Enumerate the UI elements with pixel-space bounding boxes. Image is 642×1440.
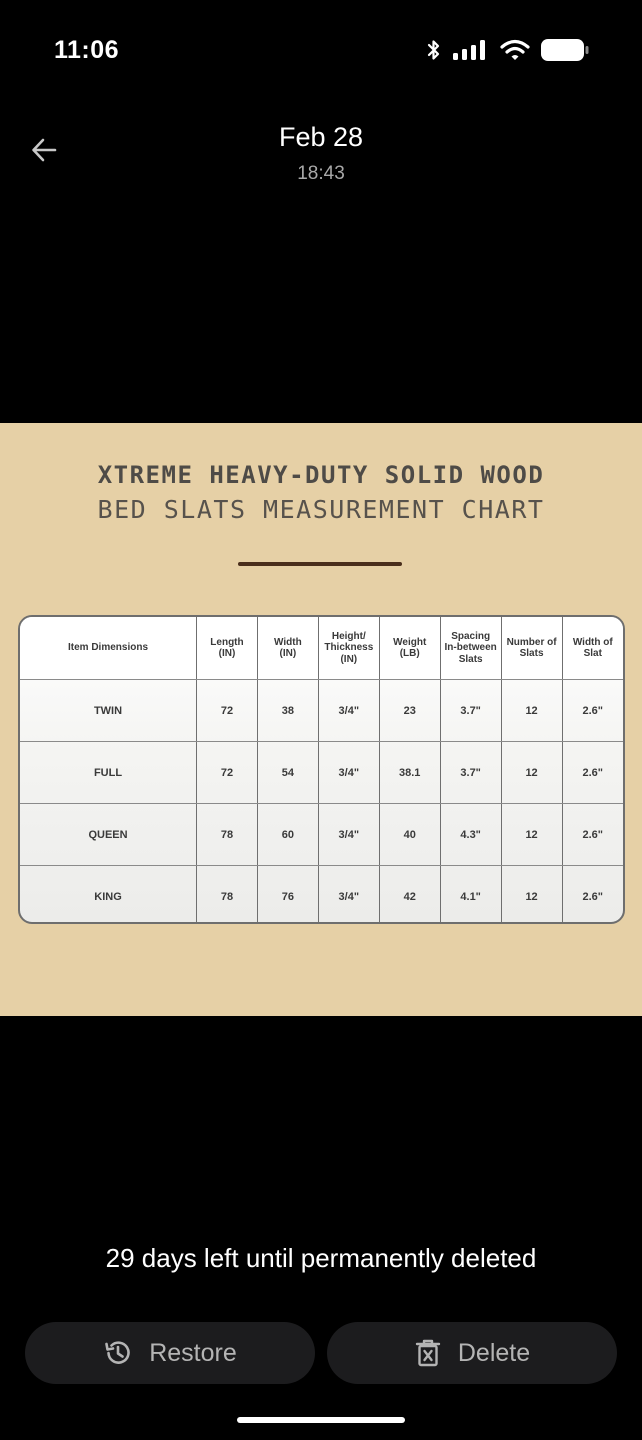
delete-label: Delete (457, 1338, 531, 1367)
chart-image-title: XTREME HEAVY-DUTY SOLID WOOD (97, 461, 545, 489)
table-cell: 12 (501, 866, 562, 925)
bluetooth-icon (426, 39, 442, 61)
photo-header (0, 100, 642, 210)
table-cell: 23 (379, 680, 440, 742)
table-row (20, 804, 623, 866)
table-cell: 12 (501, 742, 562, 804)
trash-icon (414, 1338, 442, 1368)
table-row (20, 680, 623, 742)
table-cell: 72 (197, 742, 258, 804)
table-cell: 42 (379, 866, 440, 925)
header-length: Length (IN) (197, 617, 258, 680)
header-height-thickness: Height/ Thickness (IN) (318, 617, 379, 680)
table-cell: 54 (257, 742, 318, 804)
status-bar (0, 0, 642, 100)
table-cell: TWIN (20, 680, 197, 742)
table-cell: 40 (379, 804, 440, 866)
title-divider (238, 562, 402, 566)
table-cell: 60 (257, 804, 318, 866)
home-indicator[interactable] (237, 1417, 405, 1423)
photo-time: 18:43 (297, 163, 345, 184)
table-header-row (20, 617, 623, 680)
measurement-table (18, 615, 625, 924)
table-cell: 78 (197, 804, 258, 866)
chart-image-subtitle: BED SLATS MEASUREMENT CHART (97, 495, 545, 524)
table-cell: KING (20, 866, 197, 925)
header-width-of-slat: Width of Slat (562, 617, 623, 680)
table-cell: 38 (257, 680, 318, 742)
restore-history-icon (103, 1338, 133, 1368)
table-row (20, 866, 623, 925)
table-cell: 38.1 (379, 742, 440, 804)
header-width: Width (IN) (257, 617, 318, 680)
table-cell: 3/4" (318, 742, 379, 804)
header-item-dimensions: Item Dimensions (20, 617, 197, 680)
table-cell: 12 (501, 680, 562, 742)
table-cell: 12 (501, 804, 562, 866)
delete-button[interactable] (327, 1322, 617, 1384)
table-cell: 2.6" (562, 680, 623, 742)
table-cell: 76 (257, 866, 318, 925)
table-cell: 78 (197, 866, 258, 925)
header-weight: Weight (LB) (379, 617, 440, 680)
wifi-icon (500, 39, 530, 61)
table-cell: 4.3" (440, 804, 501, 866)
table-cell: 3/4" (318, 866, 379, 925)
status-time: 11:06 (54, 36, 120, 64)
header-number-of-slats: Number of Slats (501, 617, 562, 680)
table-cell: 2.6" (582, 890, 604, 903)
status-icons (426, 38, 590, 62)
signal-icon (452, 39, 490, 61)
header-spacing: Spacing In-between Slats (440, 617, 501, 680)
table-row (20, 742, 623, 804)
restore-button[interactable] (25, 1322, 315, 1384)
table-cell: 72 (197, 680, 258, 742)
table-cell: 3.7" (440, 680, 501, 742)
table-cell: 3/4" (318, 680, 379, 742)
battery-icon (540, 38, 590, 62)
table-cell: 4.1" (440, 866, 501, 925)
table-cell: 3/4" (318, 804, 379, 866)
table-cell: FULL (20, 742, 197, 804)
table-cell: 2.6" (562, 804, 623, 866)
table-cell: QUEEN (20, 804, 197, 866)
photo-date: Feb 28 (278, 122, 364, 152)
table-cell: 3.7" (440, 742, 501, 804)
table-cell: 2.6" (562, 742, 623, 804)
photo-image[interactable] (0, 423, 642, 1016)
deletion-notice: 29 days left until permanently deleted (105, 1243, 537, 1273)
restore-label: Restore (149, 1338, 237, 1367)
